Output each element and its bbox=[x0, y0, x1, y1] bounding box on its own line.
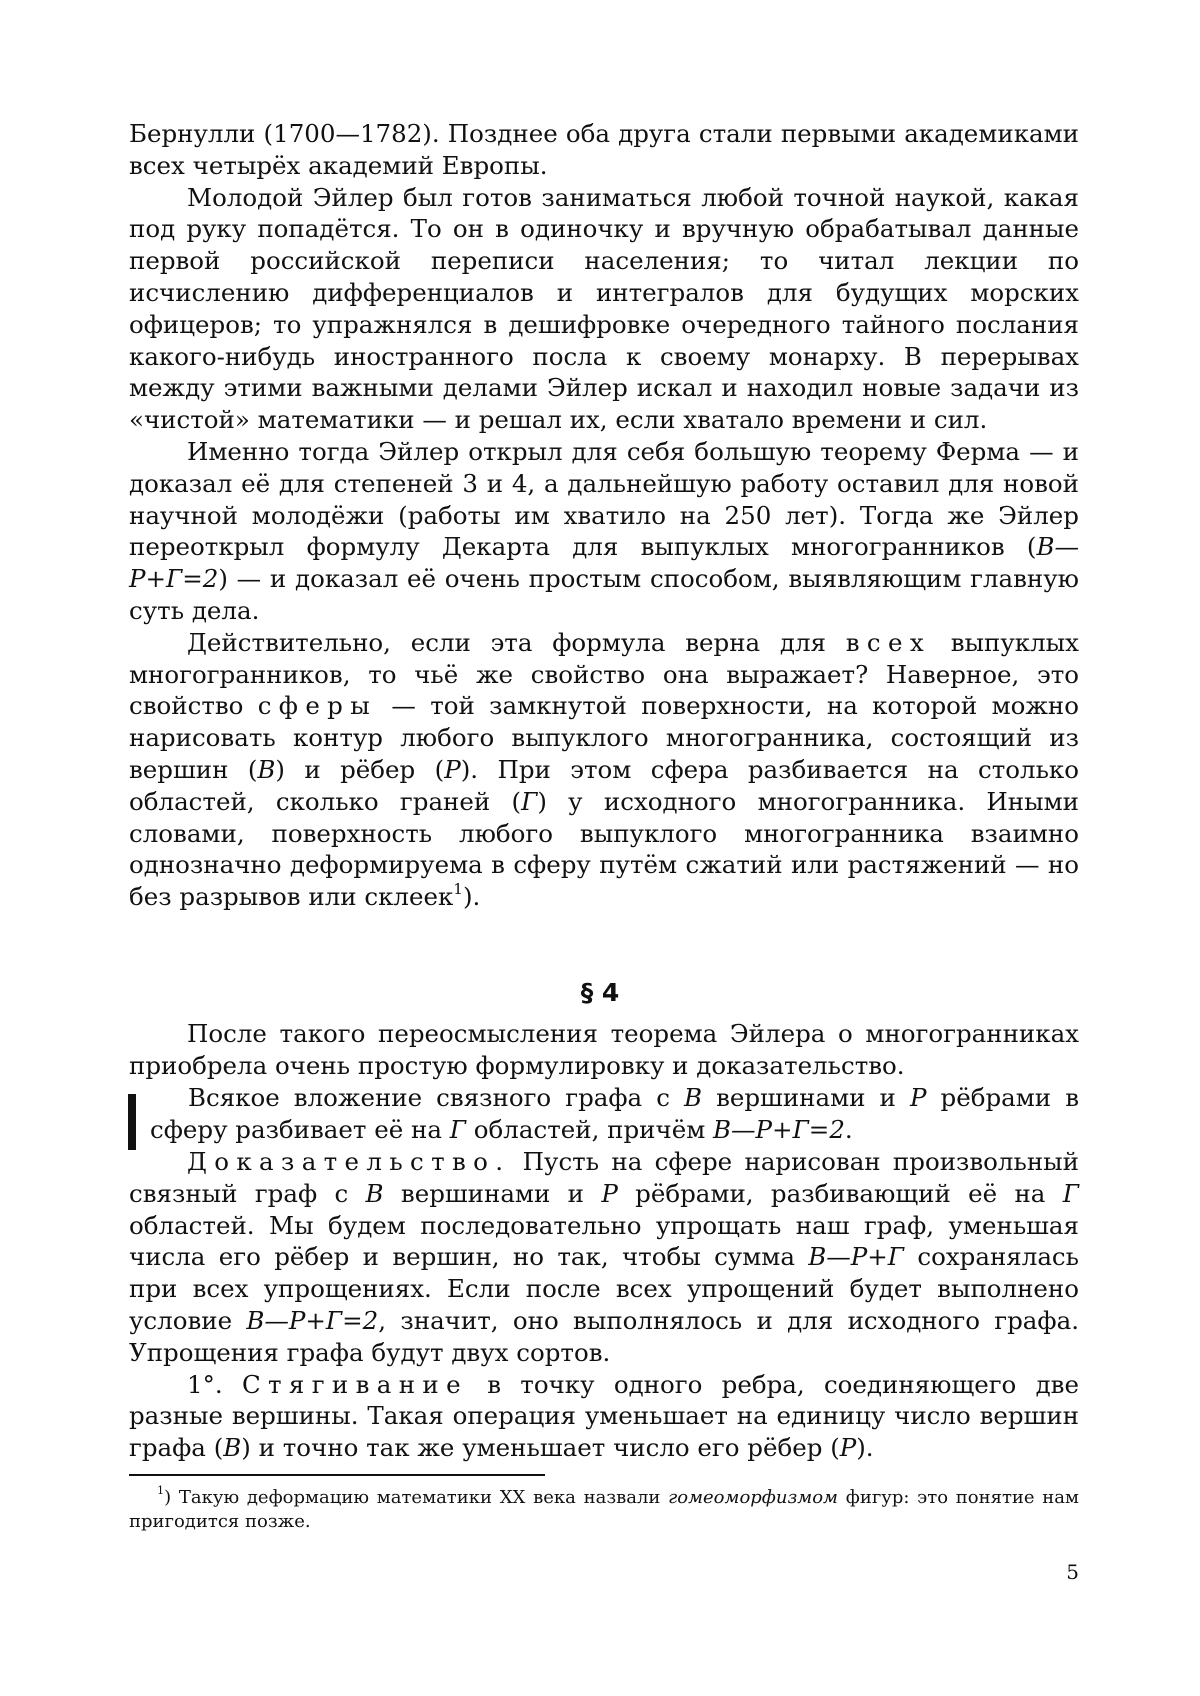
paragraph-1: Бернулли (1700—1782). Позднее оба друга стали первыми академиками всех четырёх академий Европы. bbox=[129, 119, 1079, 180]
footnote-divider bbox=[129, 1474, 545, 1476]
paragraph-5: После такого переосмысления теорема Эйлера о многогранниках приобрела очень простую формулировку и доказательство. bbox=[129, 1019, 1079, 1080]
emphasis-spaced: сферы bbox=[257, 691, 378, 721]
section-heading: § 4 bbox=[580, 978, 620, 1007]
footnote-mark: 1 bbox=[157, 1484, 165, 1498]
theorem-marker-bar bbox=[128, 1094, 136, 1150]
paragraph-2: Молодой Эйлер был готов заниматься любой точной наукой, какая под руку попадётся. То он в одиночку и вручную обрабатывал данные первой российской переписи населения; то читал лекции по исчислению дифференциалов и интегралов для будущих морских офицеров; то упражнялся в дешифровке очередного тайного послания какого-нибудь иностранного посла к своему монарху. В перерывах между этими важными делами Эйлер искал и находил новые задачи из «чистой» математики — и решал их, если хватало времени и сил. bbox=[129, 182, 1079, 435]
page-number: 5 bbox=[1066, 1560, 1079, 1584]
main-text-top bbox=[129, 118, 1079, 913]
paragraph-4: Действительно, если эта формула верна для всех выпуклых многогранников, то чьё же свойство она выражает? Наверное, это свойство сферы — той замкнутой поверхности, на которой можно нарисовать контур любого выпуклого многогранника, состоящий из вершин (В) и рёбер (Р). При этом сфера разбивается на столько областей, сколько граней (Г) у исходного многогранника. Иными словами, поверхность любого выпуклого многогранника взаимно однозначно деформируема в сферу путём сжатий или растяжений — но без разрывов или склеек$^1$). bbox=[129, 627, 1079, 912]
formula-inline: В—Р+Г=2 bbox=[129, 532, 1079, 594]
footnote: $^1$) Такую деформацию математики XX века назвали гомеоморфизмом фигур: это понятие нам пригодится позже. bbox=[129, 1484, 1080, 1532]
proof-paragraph: Доказательство. Пусть на сфере нарисован произвольный связный граф с В вершинами и Р рёбрами, разбивающий её на Г областей. Мы будем последовательно упрощать наш граф, уменьшая числа его рёбер и вершин, но так, чтобы сумма В—Р+Г сохранялась при всех упрощениях. Если после всех упрощений будет выполнено условие В—Р+Г=2, значит, оно выполнялось и для исходного графа. Упрощения графа будут двух сортов. bbox=[129, 1147, 1079, 1367]
step-1-paragraph: 1°. Стягивание в точку одного ребра, соединяющего две разные вершины. Такая операция уменьшает на единицу число вершин графа (В) и точно так же уменьшает число его рёбер (Р). bbox=[129, 1369, 1079, 1463]
paragraph-3: Именно тогда Эйлер открыл для себя большую теорему Ферма — и доказал её для степеней 3 и 4, а дальнейшую работу оставил для новой научной молодёжи (работы им хватило на 250 лет). Тогда же Эйлер переоткрыл формулу Декарта для выпуклых многогранников (В—Р+Г=2) — и доказал её очень простым способом, выявляющим главную суть дела. bbox=[129, 436, 1079, 625]
theorem-block bbox=[150, 1082, 1079, 1146]
footnote-ref[interactable]: 1 bbox=[453, 879, 463, 898]
emphasis-spaced: Стягивание bbox=[241, 1369, 468, 1399]
section-intro bbox=[129, 1018, 1079, 1082]
theorem-statement: Всякое вложение связного графа с В вершинами и Р рёбрами в сферу разбивает её на Г областей, причём В—Р+Г=2. bbox=[150, 1083, 1079, 1144]
emphasis-spaced: всех bbox=[845, 627, 931, 657]
proof-label: Доказательство. bbox=[187, 1147, 511, 1176]
proof-block bbox=[129, 1146, 1079, 1464]
